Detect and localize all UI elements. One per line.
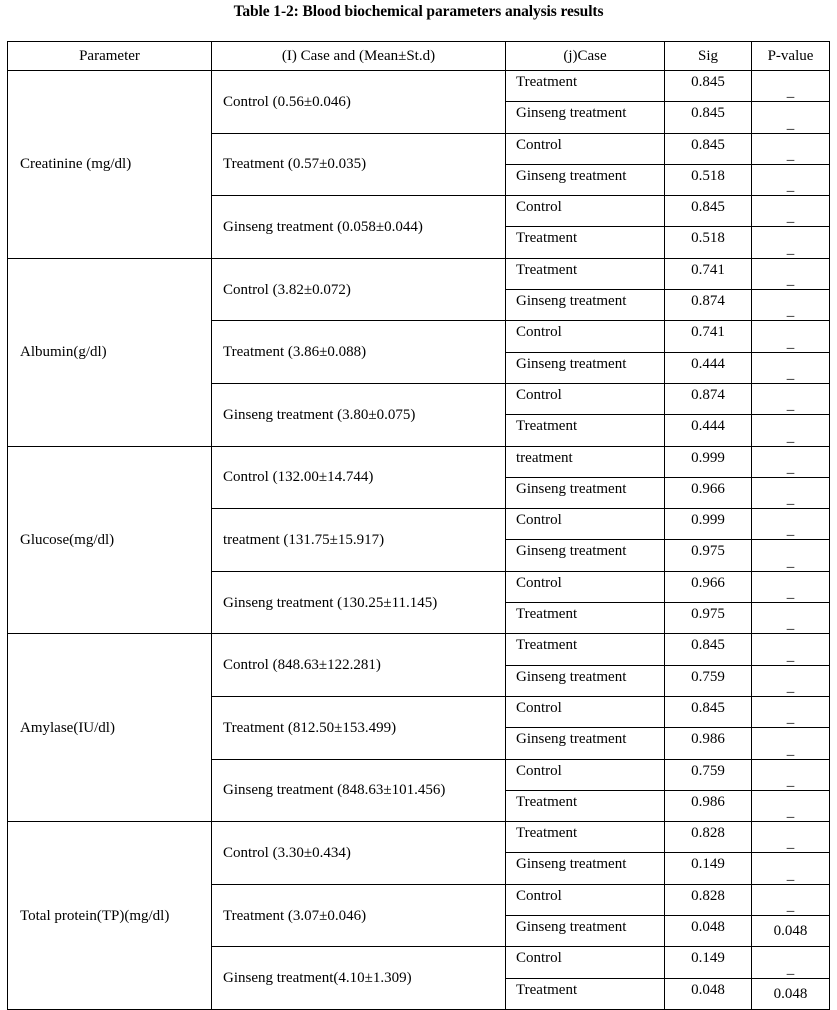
- parameter-cell: Albumin(g/dl): [8, 258, 212, 446]
- jcase-cell: Control: [506, 509, 665, 540]
- sig-cell: 0.966: [665, 571, 752, 602]
- jcase-cell: Ginseng treatment: [506, 164, 665, 195]
- jcase-cell: Control: [506, 571, 665, 602]
- pvalue-cell: _: [752, 634, 830, 665]
- pvalue-cell: _: [752, 540, 830, 571]
- table-row: [8, 822, 830, 853]
- pvalue-cell: _: [752, 665, 830, 696]
- jcase-cell: Control: [506, 321, 665, 352]
- parameter-cell: Total protein(TP)(mg/dl): [8, 822, 212, 1010]
- icase-cell: Ginseng treatment (130.25±11.145): [212, 571, 506, 634]
- header-jcase: (j)Case: [506, 42, 665, 71]
- jcase-cell: Treatment: [506, 978, 665, 1009]
- pvalue-cell: 0.048: [752, 916, 830, 947]
- icase-cell: Treatment (3.07±0.046): [212, 884, 506, 947]
- pvalue-cell: _: [752, 603, 830, 634]
- jcase-cell: Control: [506, 383, 665, 414]
- sig-cell: 0.999: [665, 509, 752, 540]
- header-pvalue: P-value: [752, 42, 830, 71]
- jcase-cell: Control: [506, 133, 665, 164]
- icase-cell: treatment (131.75±15.917): [212, 509, 506, 572]
- sig-cell: 0.444: [665, 352, 752, 383]
- pvalue-cell: _: [752, 477, 830, 508]
- sig-cell: 0.759: [665, 665, 752, 696]
- header-parameter: Parameter: [8, 42, 212, 71]
- icase-cell: Ginseng treatment (0.058±0.044): [212, 196, 506, 259]
- icase-cell: Treatment (3.86±0.088): [212, 321, 506, 384]
- icase-cell: Ginseng treatment (848.63±101.456): [212, 759, 506, 822]
- pvalue-cell: _: [752, 258, 830, 289]
- sig-cell: 0.874: [665, 383, 752, 414]
- results-table: [7, 41, 830, 1010]
- jcase-cell: Control: [506, 696, 665, 727]
- pvalue-cell: _: [752, 290, 830, 321]
- pvalue-cell: _: [752, 884, 830, 915]
- sig-cell: 0.828: [665, 822, 752, 853]
- pvalue-cell: _: [752, 352, 830, 383]
- jcase-cell: treatment: [506, 446, 665, 477]
- header-row: [8, 42, 830, 71]
- sig-cell: 0.828: [665, 884, 752, 915]
- jcase-cell: Control: [506, 884, 665, 915]
- pvalue-cell: _: [752, 71, 830, 102]
- sig-cell: 0.845: [665, 196, 752, 227]
- parameter-cell: Amylase(IU/dl): [8, 634, 212, 822]
- jcase-cell: Treatment: [506, 227, 665, 258]
- icase-cell: Control (3.82±0.072): [212, 258, 506, 321]
- sig-cell: 0.149: [665, 947, 752, 978]
- jcase-cell: Ginseng treatment: [506, 540, 665, 571]
- jcase-cell: Ginseng treatment: [506, 352, 665, 383]
- icase-cell: Ginseng treatment(4.10±1.309): [212, 947, 506, 1010]
- table-row: [8, 446, 830, 477]
- jcase-cell: Treatment: [506, 71, 665, 102]
- icase-cell: Ginseng treatment (3.80±0.075): [212, 383, 506, 446]
- icase-cell: Control (3.30±0.434): [212, 822, 506, 885]
- sig-cell: 0.518: [665, 164, 752, 195]
- pvalue-cell: _: [752, 164, 830, 195]
- jcase-cell: Ginseng treatment: [506, 916, 665, 947]
- sig-cell: 0.986: [665, 728, 752, 759]
- parameter-cell: Glucose(mg/dl): [8, 446, 212, 634]
- pvalue-cell: _: [752, 509, 830, 540]
- jcase-cell: Treatment: [506, 790, 665, 821]
- jcase-cell: Treatment: [506, 415, 665, 446]
- pvalue-cell: _: [752, 728, 830, 759]
- pvalue-cell: _: [752, 822, 830, 853]
- sig-cell: 0.845: [665, 634, 752, 665]
- pvalue-cell: _: [752, 102, 830, 133]
- table-row: [8, 258, 830, 289]
- jcase-cell: Ginseng treatment: [506, 477, 665, 508]
- sig-cell: 0.986: [665, 790, 752, 821]
- jcase-cell: Control: [506, 196, 665, 227]
- sig-cell: 0.966: [665, 477, 752, 508]
- jcase-cell: Ginseng treatment: [506, 665, 665, 696]
- sig-cell: 0.759: [665, 759, 752, 790]
- pvalue-cell: _: [752, 446, 830, 477]
- sig-cell: 0.874: [665, 290, 752, 321]
- icase-cell: Treatment (0.57±0.035): [212, 133, 506, 196]
- jcase-cell: Treatment: [506, 603, 665, 634]
- table-row: [8, 634, 830, 665]
- pvalue-cell: _: [752, 853, 830, 884]
- sig-cell: 0.845: [665, 133, 752, 164]
- icase-cell: Control (848.63±122.281): [212, 634, 506, 697]
- sig-cell: 0.845: [665, 696, 752, 727]
- jcase-cell: Control: [506, 947, 665, 978]
- pvalue-cell: _: [752, 790, 830, 821]
- pvalue-cell: _: [752, 227, 830, 258]
- sig-cell: 0.999: [665, 446, 752, 477]
- icase-cell: Treatment (812.50±153.499): [212, 696, 506, 759]
- sig-cell: 0.741: [665, 321, 752, 352]
- sig-cell: 0.975: [665, 540, 752, 571]
- table-title: Table 1-2: Blood biochemical parameters analysis results: [233, 3, 604, 20]
- icase-cell: Control (132.00±14.744): [212, 446, 506, 509]
- jcase-cell: Ginseng treatment: [506, 853, 665, 884]
- sig-cell: 0.975: [665, 603, 752, 634]
- pvalue-cell: 0.048: [752, 978, 830, 1009]
- pvalue-cell: _: [752, 415, 830, 446]
- header-sig: Sig: [665, 42, 752, 71]
- parameter-cell: Creatinine (mg/dl): [8, 71, 212, 259]
- pvalue-cell: _: [752, 947, 830, 978]
- jcase-cell: Ginseng treatment: [506, 102, 665, 133]
- sig-cell: 0.741: [665, 258, 752, 289]
- pvalue-cell: _: [752, 196, 830, 227]
- jcase-cell: Treatment: [506, 634, 665, 665]
- sig-cell: 0.048: [665, 916, 752, 947]
- sig-cell: 0.845: [665, 102, 752, 133]
- table-body: [8, 71, 830, 1010]
- icase-cell: Control (0.56±0.046): [212, 71, 506, 134]
- pvalue-cell: _: [752, 383, 830, 414]
- sig-cell: 0.048: [665, 978, 752, 1009]
- sig-cell: 0.444: [665, 415, 752, 446]
- jcase-cell: Ginseng treatment: [506, 290, 665, 321]
- jcase-cell: Treatment: [506, 822, 665, 853]
- sig-cell: 0.845: [665, 71, 752, 102]
- pvalue-cell: _: [752, 321, 830, 352]
- pvalue-cell: _: [752, 759, 830, 790]
- table-row: [8, 71, 830, 102]
- sig-cell: 0.518: [665, 227, 752, 258]
- jcase-cell: Treatment: [506, 258, 665, 289]
- pvalue-cell: _: [752, 571, 830, 602]
- pvalue-cell: _: [752, 133, 830, 164]
- sig-cell: 0.149: [665, 853, 752, 884]
- header-icase: (I) Case and (Mean±St.d): [212, 42, 506, 71]
- jcase-cell: Control: [506, 759, 665, 790]
- pvalue-cell: _: [752, 696, 830, 727]
- jcase-cell: Ginseng treatment: [506, 728, 665, 759]
